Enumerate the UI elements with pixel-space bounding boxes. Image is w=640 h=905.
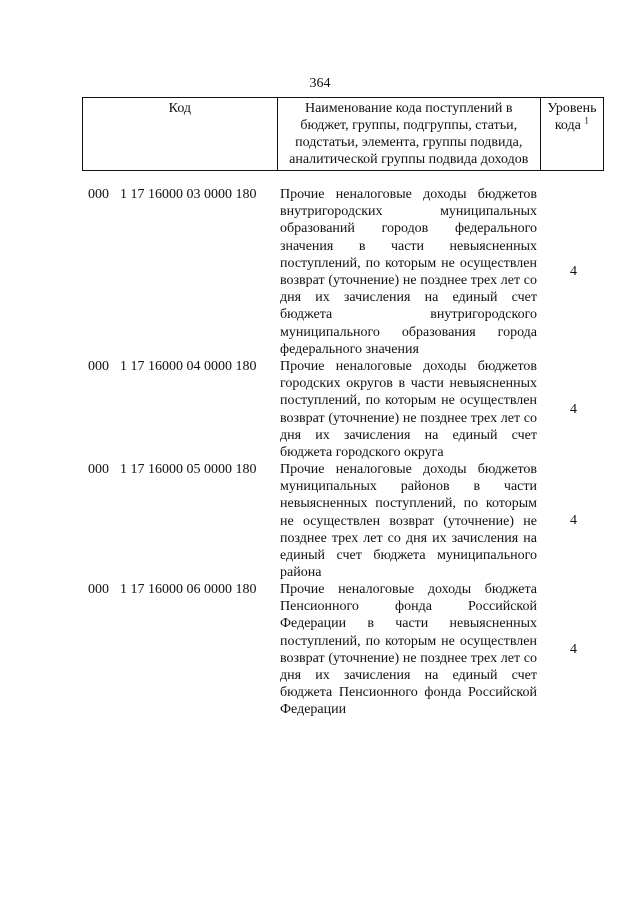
row-code: 1 17 16000 04 0000 180 <box>120 359 257 374</box>
table-row <box>82 581 604 718</box>
row-code: 1 17 16000 03 0000 180 <box>120 187 257 202</box>
row-group-code: 000 <box>88 187 109 202</box>
table-row <box>82 186 604 358</box>
header-name: Наименование кода поступлений в бюджет, группы, подгруппы, статьи, подстатьи, элемента, группы подвида, аналитической группы подвида доходов <box>277 98 540 171</box>
row-level: 4 <box>570 513 577 529</box>
row-level: 4 <box>570 401 577 417</box>
row-name: Прочие неналоговые доходы бюджета Пенсионного фонда Российской Федерации в части невыясненных поступлений, по которым не осуществлен возврат (уточнение) не позднее трех лет со дня их зачисления на единый счет бюджета Пенсионного фонда Российской Федерации <box>280 582 537 718</box>
row-group-code: 000 <box>88 359 109 374</box>
page-number: 364 <box>309 76 331 91</box>
row-code: 1 17 16000 05 0000 180 <box>120 462 257 477</box>
header-level-label: Уровень кода <box>547 101 597 133</box>
row-level: 4 <box>570 264 577 280</box>
header-row <box>83 98 604 171</box>
row-group-code: 000 <box>88 582 109 597</box>
row-group-code: 000 <box>88 462 109 477</box>
row-level: 4 <box>570 641 577 657</box>
header-level <box>540 98 603 171</box>
table-row <box>82 358 604 461</box>
row-code: 1 17 16000 06 0000 180 <box>120 582 257 597</box>
row-name: Прочие неналоговые доходы бюджетов городских округов в части невыясненных поступлений, по которым не осуществлен возврат (уточнение) не позднее трех лет со дня их зачисления на единый счет бюджета городского округа <box>280 359 537 461</box>
header-code: Код <box>83 98 278 171</box>
table-row <box>82 461 604 581</box>
table-header <box>82 97 604 171</box>
footnote-marker: 1 <box>584 115 589 126</box>
row-name: Прочие неналоговые доходы бюджетов внутригородских муниципальных образований городов федерального значения в части невыясненных поступлений, по которым не осуществлен возврат (уточнение) не позднее трех лет со дня их зачисления на единый счет бюджета внутригородского муниципального образования города федерального значения <box>280 187 537 357</box>
row-name: Прочие неналоговые доходы бюджетов муниципальных районов в части невыясненных поступлений, по которым не осуществлен возврат (уточнение) не позднее трех лет со дня их зачисления на единый счет бюджета муниципального района <box>280 462 537 581</box>
table-body <box>82 186 604 718</box>
